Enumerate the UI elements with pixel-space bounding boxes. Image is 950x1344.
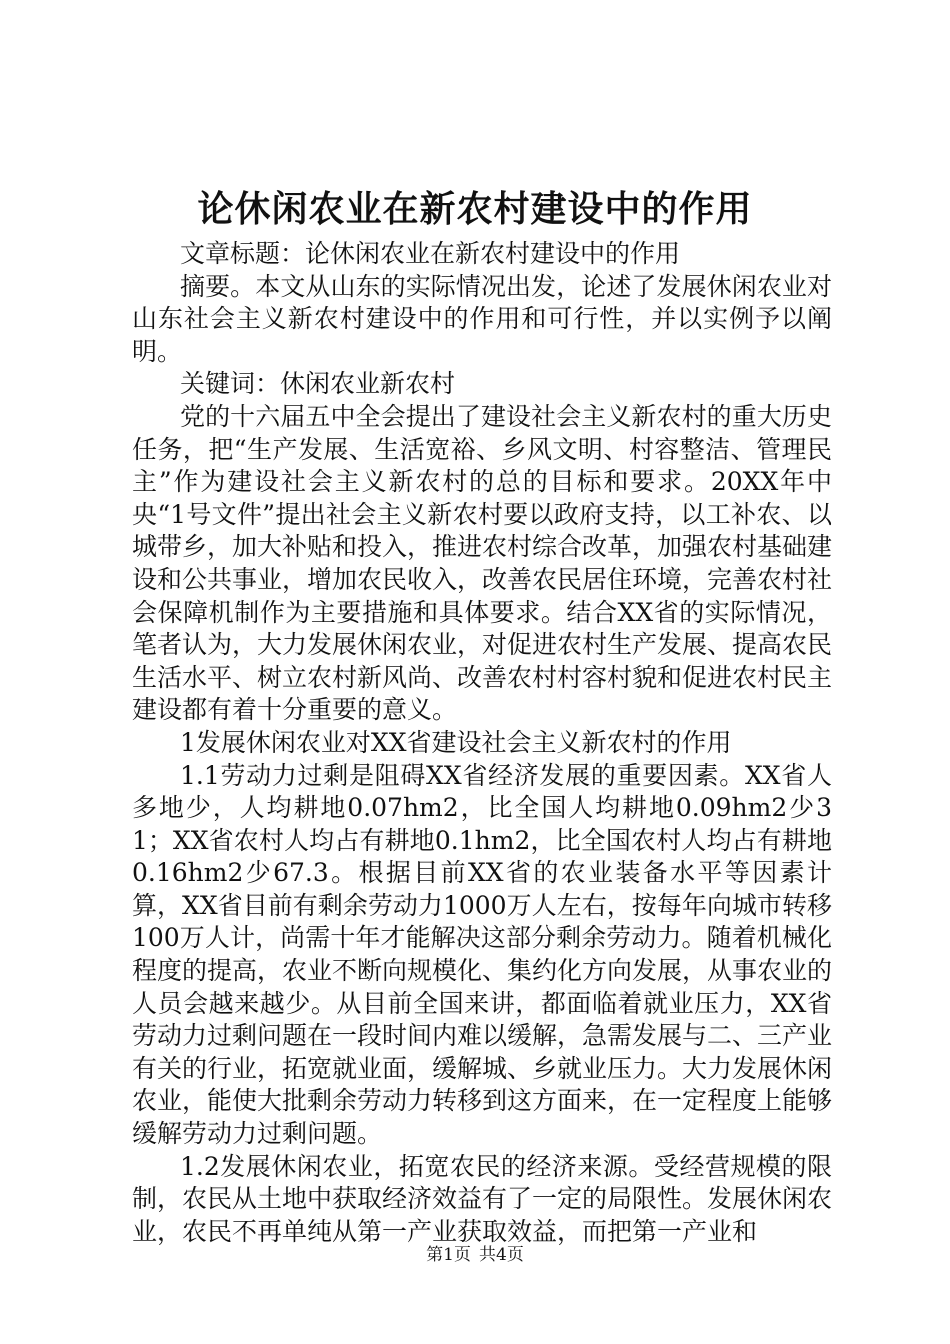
section-heading-1: 1发展休闲农业对XX省建设社会主义新农村的作用: [180, 727, 732, 757]
intro-paragraph: 党的十六届五中全会提出了建设社会主义新农村的重大历史任务，把“生产发展、生活宽裕、乡风文明、村容整洁、管理民主”作为建设社会主义新农村的总的目标和要求。20XX年中央“1号文件”提出社会主义新农村要以政府支持，以工补农、以城带乡，加大补贴和投入，推进农村综合改革，加强农村基础建设和公共事业，增加农民收入，改善农民居住环境，完善农村社会保障机制作为主要措施和具体要求。结合XX省的实际情况，笔者认为，大力发展休闲农业，对促进农村生产发展、提高农民生活水平、树立农村新风尚、改善农村村容村貌和促进农村民主建设都有着十分重要的意义。: [132, 401, 833, 725]
abstract-paragraph: 摘要。本文从山东的实际情况出发，论述了发展休闲农业对山东社会主义新农村建设中的作用和可行性，并以实例予以阐明。: [132, 271, 832, 366]
page-footer: [0, 1244, 950, 1266]
page-total: 共4页: [479, 1245, 524, 1265]
document-title: 论休闲农业在新农村建设中的作用: [197, 188, 753, 230]
section-1-2-paragraph: 1.2发展休闲农业，拓宽农民的经济来源。受经营规模的限制，农民从土地中获取经济效益有了一定的局限性。发展休闲农业，农民不再单纯从第一产业获取效益，而把第一产业和: [132, 1151, 833, 1246]
keywords-line: 关键词：休闲农业新农村: [180, 369, 456, 399]
document-body: [132, 238, 832, 1248]
section-1-1-paragraph: 1.1劳动力过剩是阻碍XX省经济发展的重要因素。XX省人多地少，人均耕地0.07hm2，比全国人均耕地0.09hm2少31；XX省农村人均占有耕地0.1hm2，比全国农村人均占有耕地0.16hm2少67.3。根据目前XX省的农业装备水平等因素计算，XX省目前有剩余劳动力1000万人左右，按每年向城市转移100万人计，尚需十年才能解决这部分剩余劳动力。随着机械化程度的提高，农业不断向规模化、集约化方向发展，从事农业的人员会越来越少。从目前全国来讲，都面临着就业压力，XX省劳动力过剩问题在一段时间内难以缓解，急需发展与二、三产业有关的行业，拓宽就业面，缓解城、乡就业压力。大力发展休闲农业，能使大批剩余劳动力转移到这方面来，在一定程度上能够缓解劳动力过剩问题。: [132, 760, 833, 1149]
page-number: 第1页: [426, 1245, 471, 1265]
article-title-line: 文章标题：论休闲农业在新农村建设中的作用: [180, 239, 681, 268]
